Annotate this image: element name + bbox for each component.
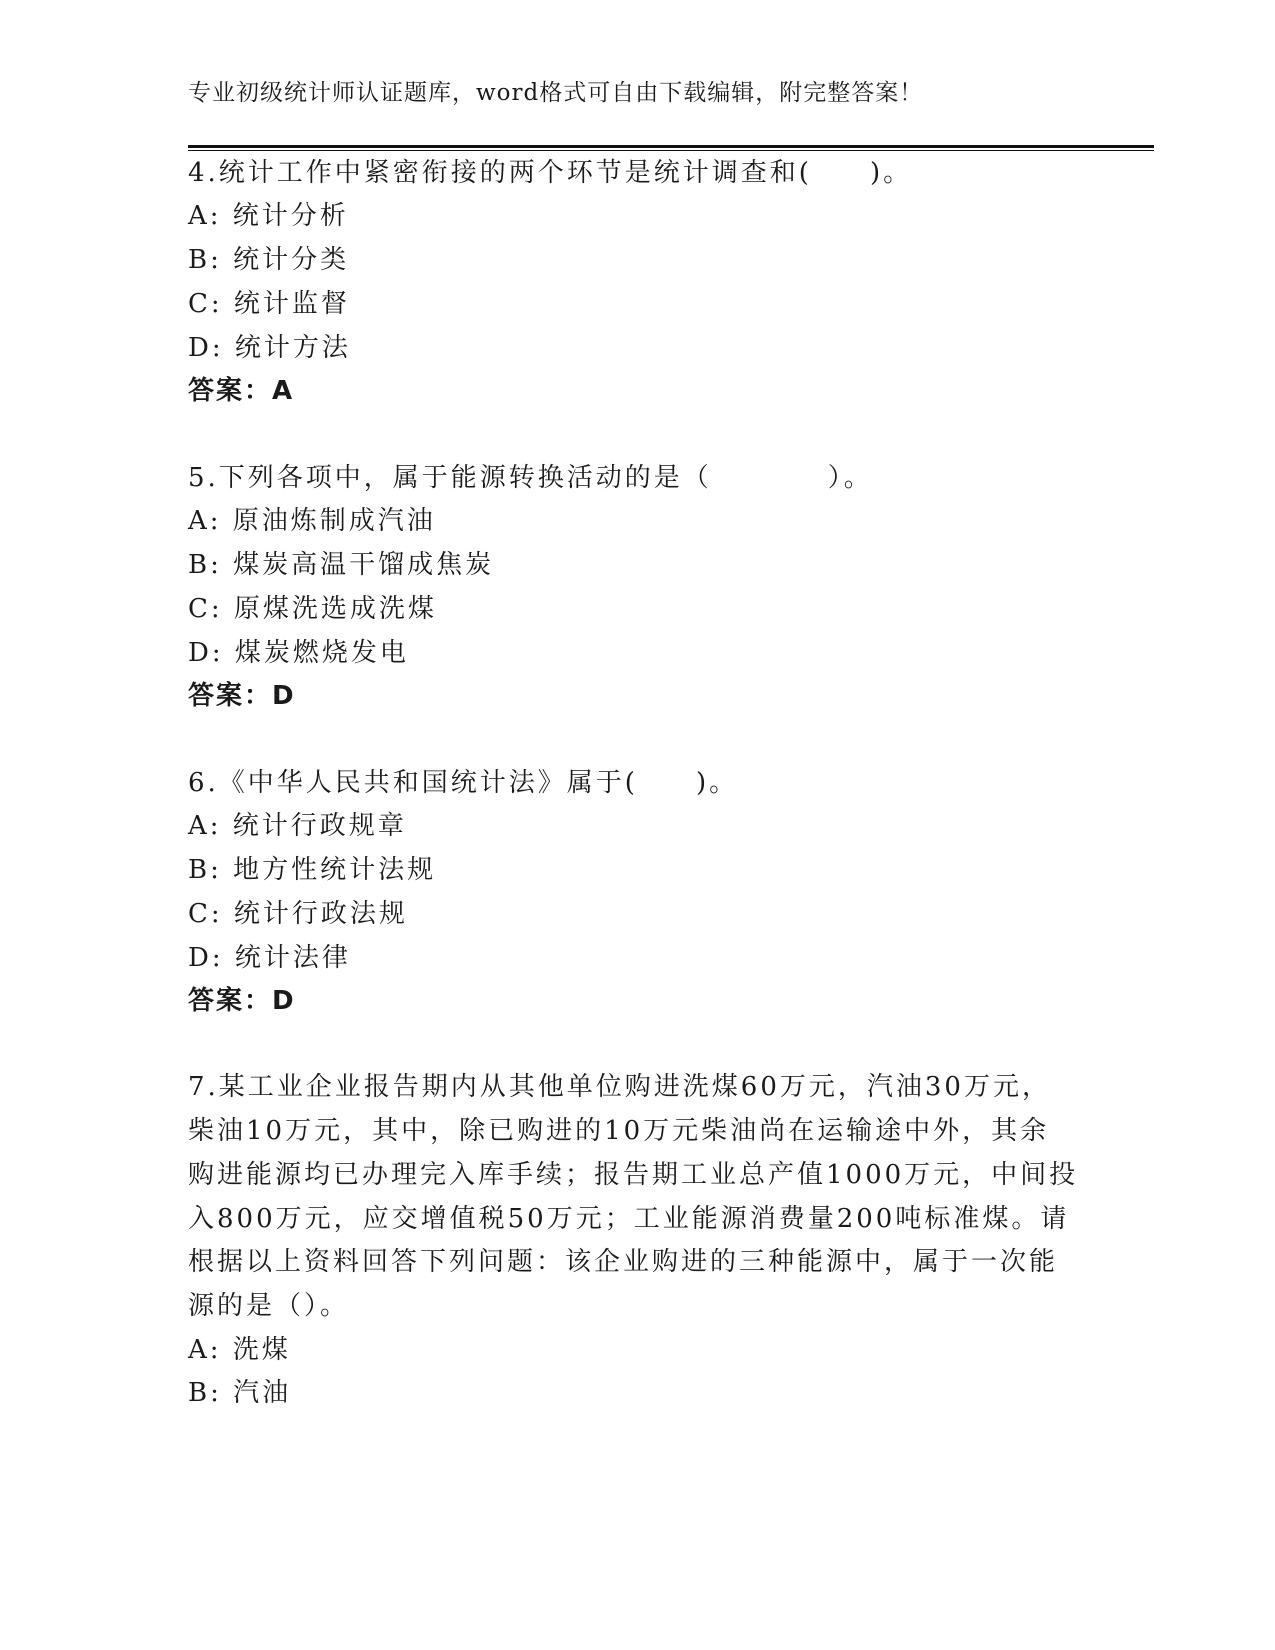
question-5-option-b: B: 煤炭高温干馏成焦炭: [188, 550, 495, 580]
question-4-option-d: D: 统计方法: [188, 333, 351, 363]
question-4-stem: 4.统计工作中紧密衔接的两个环节是统计调查和( )。: [188, 158, 913, 188]
question-5-option-a: A: 原油炼制成汽油: [188, 506, 436, 536]
question-7-stem-line-3: 购进能源均已办理完入库手续；报告期工业总产值1000万元，中间投: [188, 1160, 1079, 1190]
question-7-stem-line-6: 源的是（）。: [188, 1291, 350, 1321]
question-6-option-a: A: 统计行政规章: [188, 811, 407, 841]
page-header: 专业初级统计师认证题库，word格式可自由下载编辑，附完整答案！: [188, 80, 924, 106]
question-7-stem-line-4: 入800万元，应交增值税50万元；工业能源消费量200吨标准煤。请: [188, 1204, 1070, 1234]
question-4-answer: 答案：A: [188, 376, 295, 406]
question-5-stem: 5.下列各项中，属于能源转换活动的是（ ）。: [188, 463, 873, 493]
question-5-answer: 答案：D: [188, 681, 296, 711]
question-7-stem-line-5: 根据以上资料回答下列问题：该企业购进的三种能源中，属于一次能: [188, 1247, 1059, 1277]
question-5-option-d: D: 煤炭燃烧发电: [188, 638, 409, 668]
question-7-stem-line-1: 7.某工业企业报告期内从其他单位购进洗煤60万元，汽油30万元，: [188, 1072, 1051, 1102]
question-4-option-c: C: 统计监督: [188, 289, 350, 319]
question-6-option-b: B: 地方性统计法规: [188, 855, 437, 885]
header-divider: [188, 145, 1154, 151]
question-4-option-a: A: 统计分析: [188, 201, 349, 231]
question-4-option-b: B: 统计分类: [188, 245, 350, 275]
question-7-option-a: A: 洗煤: [188, 1335, 291, 1365]
question-6-stem: 6.《中华人民共和国统计法》属于( )。: [188, 768, 739, 798]
question-7-option-b: B: 汽油: [188, 1378, 292, 1408]
question-5-option-c: C: 原煤洗选成洗煤: [188, 594, 437, 624]
question-6-option-c: C: 统计行政法规: [188, 899, 408, 929]
question-7-stem-line-2: 柴油10万元，其中，除已购进的10万元柴油尚在运输途中外，其余: [188, 1116, 1050, 1146]
question-6-answer: 答案：D: [188, 986, 296, 1016]
question-6-option-d: D: 统计法律: [188, 943, 351, 973]
